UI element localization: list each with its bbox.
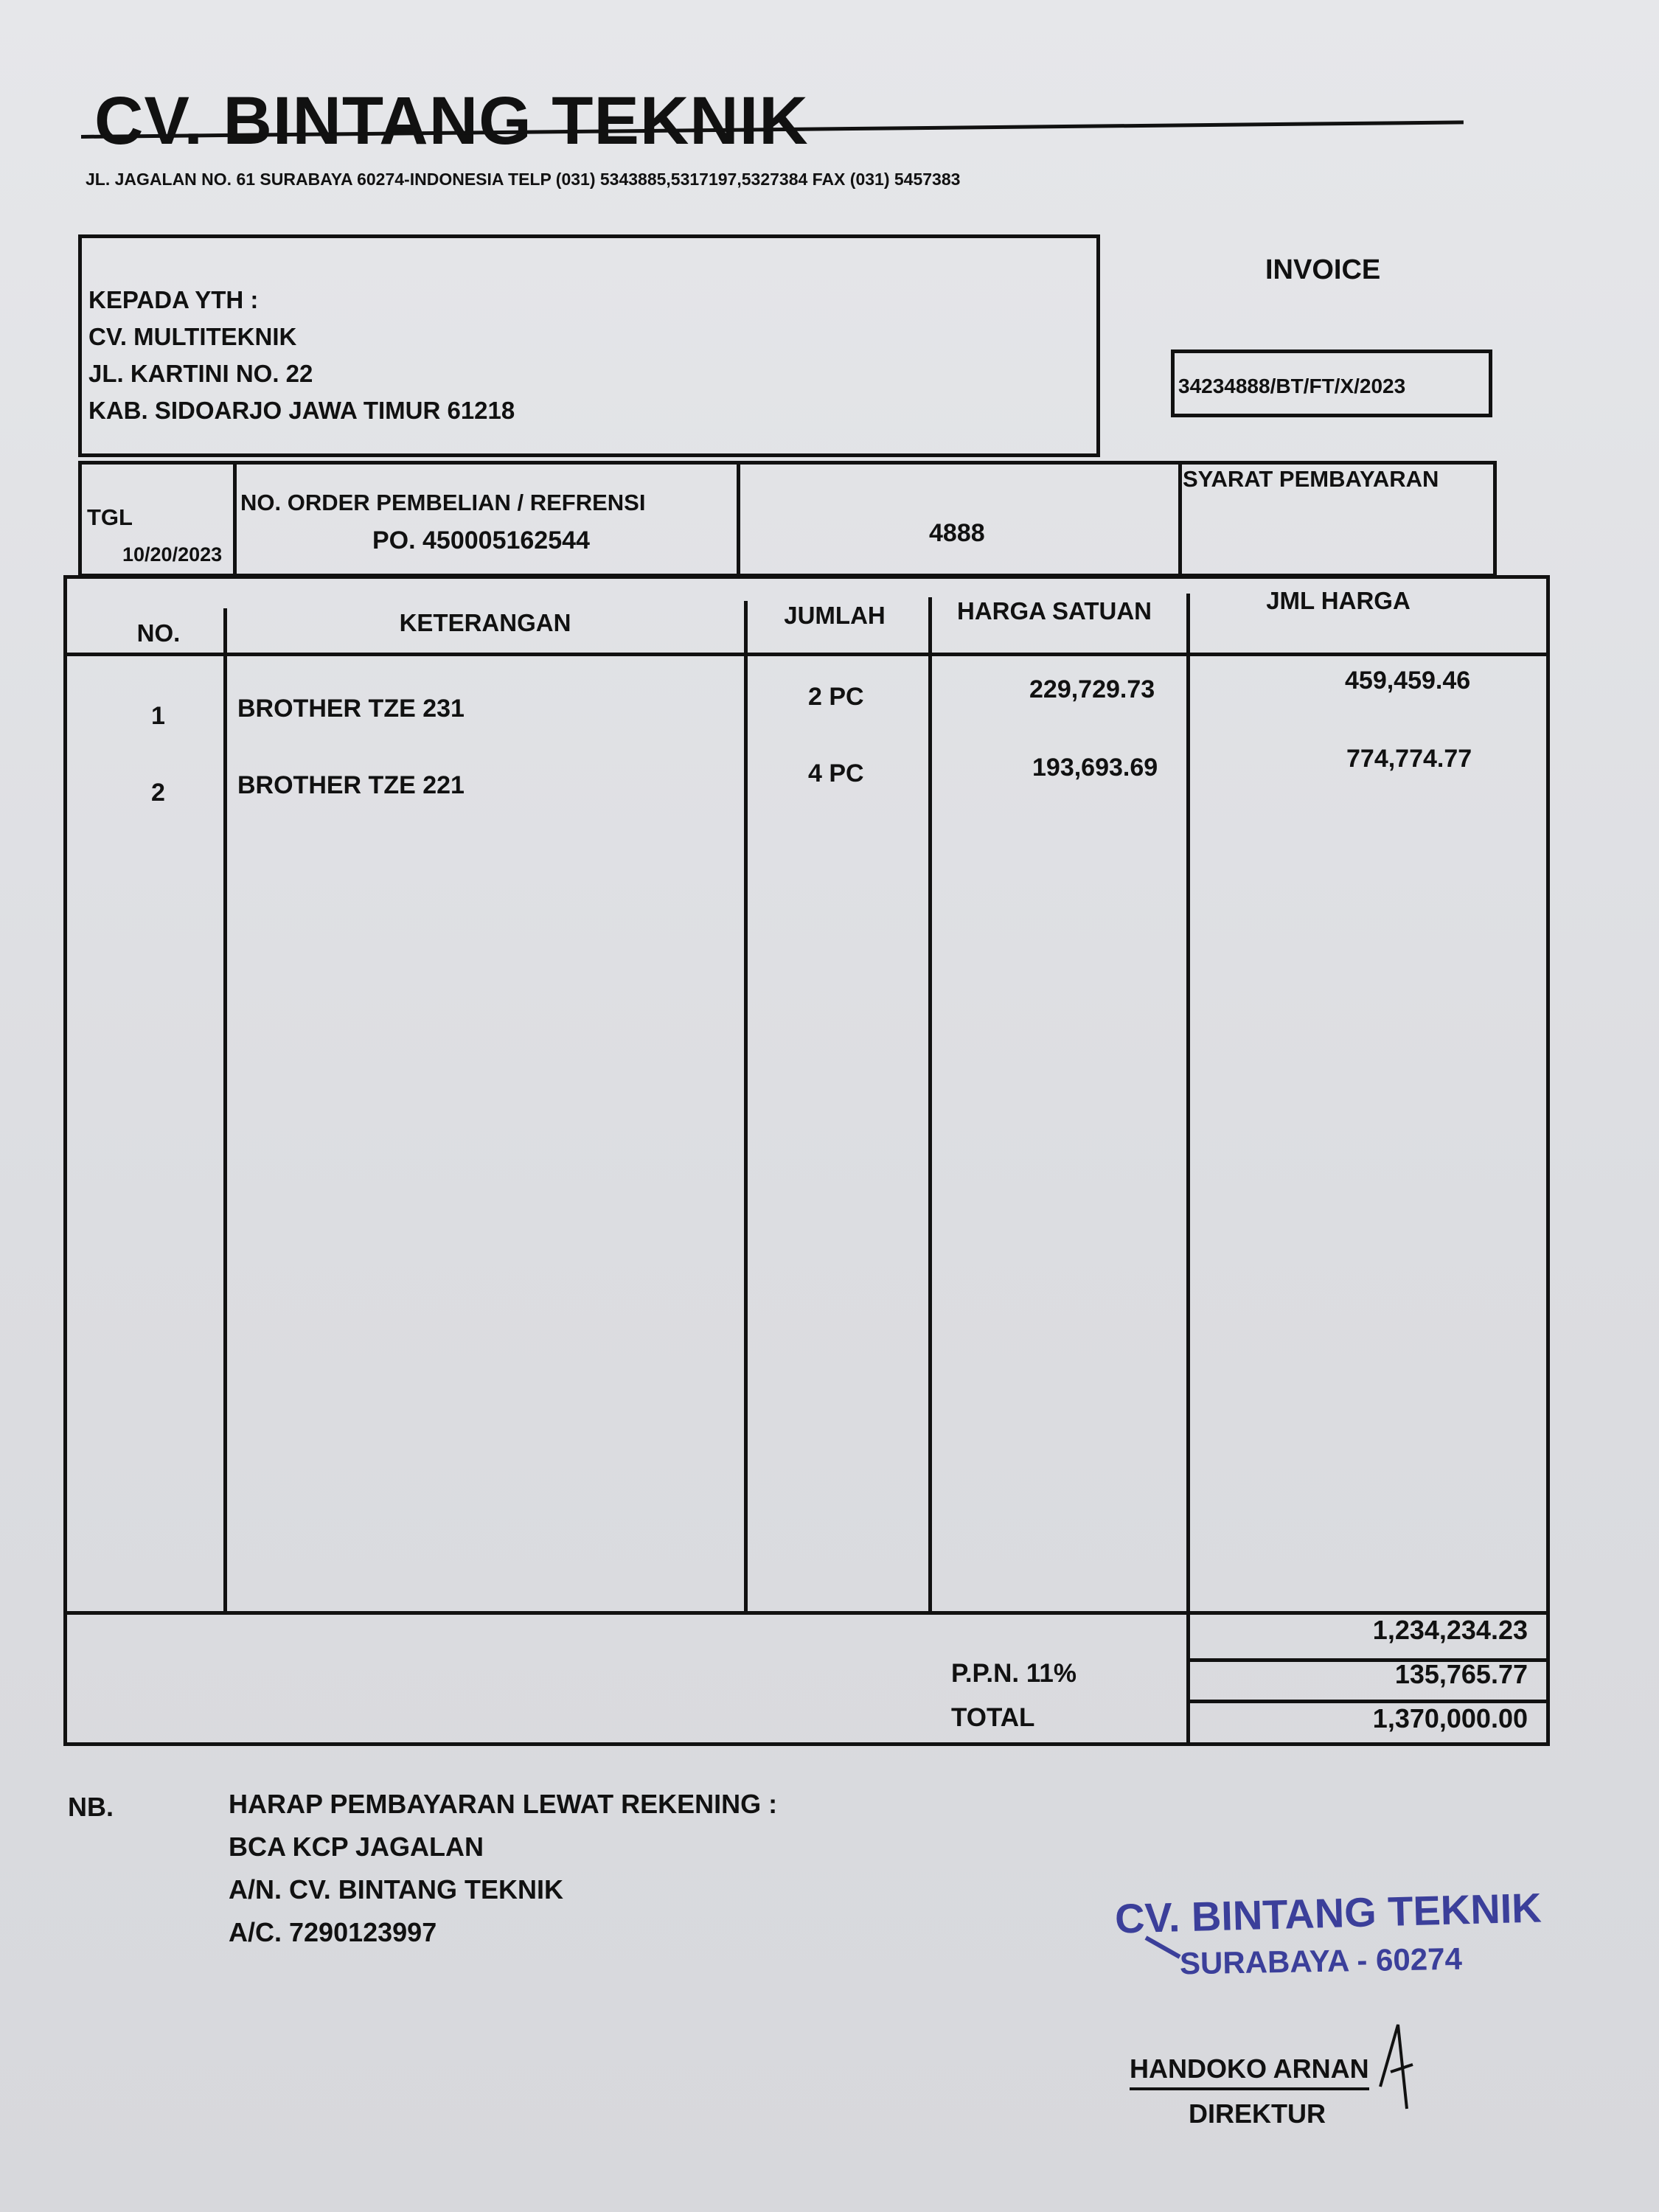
signatory-title: DIREKTUR xyxy=(1189,2098,1326,2129)
date-label: TGL xyxy=(87,504,133,530)
signatory-name: HANDOKO ARNAN xyxy=(1130,2053,1369,2090)
row-2-description: BROTHER TZE 221 xyxy=(237,771,465,799)
column-divider xyxy=(744,601,748,1613)
column-divider xyxy=(1186,594,1190,1744)
column-header-unit-price: HARGA SATUAN xyxy=(957,597,1152,625)
column-divider xyxy=(928,597,932,1613)
row-2-amount: 774,774.77 xyxy=(1346,745,1472,773)
column-header-no: NO. xyxy=(136,619,181,647)
column-divider xyxy=(223,608,227,1613)
company-name: CV. BINTANG TEKNIK xyxy=(94,83,809,159)
tax-label: P.P.N. 11% xyxy=(951,1659,1077,1688)
note-line-2: BCA KCP JAGALAN xyxy=(229,1832,484,1862)
subtotal-value: 1,234,234.23 xyxy=(1372,1615,1528,1645)
info-divider xyxy=(1178,465,1182,575)
column-header-quantity: JUMLAH xyxy=(784,602,886,629)
total-value: 1,370,000.00 xyxy=(1372,1703,1528,1733)
invoice-number: 34234888/BT/FT/X/2023 xyxy=(1178,375,1406,397)
row-2-quantity: 4 PC xyxy=(808,759,864,787)
row-2-no: 2 xyxy=(151,779,165,807)
recipient-label: KEPADA YTH : xyxy=(88,286,259,313)
order-value: PO. 450005162544 xyxy=(372,526,590,554)
note-line-3: A/N. CV. BINTANG TEKNIK xyxy=(229,1874,564,1905)
header-rule xyxy=(67,653,1546,656)
items-table xyxy=(63,575,1550,1746)
stamp-mark-icon xyxy=(1143,1932,1187,1961)
info-divider xyxy=(233,465,237,575)
signature-scribble-icon xyxy=(1376,2020,1420,2116)
tax-value: 135,765.77 xyxy=(1394,1659,1528,1689)
row-2-unit-price: 193,693.69 xyxy=(1032,754,1158,782)
payment-terms-label: SYARAT PEMBAYARAN xyxy=(1183,466,1439,492)
date-value: 10/20/2023 xyxy=(122,543,223,566)
note-line-1: HARAP PEMBAYARAN LEWAT REKENING : xyxy=(229,1789,778,1819)
row-1-quantity: 2 PC xyxy=(808,683,864,711)
row-1-amount: 459,459.46 xyxy=(1345,667,1471,695)
recipient-name: CV. MULTITEKNIK xyxy=(88,323,297,350)
company-address: JL. JAGALAN NO. 61 SURABAYA 60274-INDONESIA TELP (031) 5343885,5317197,5327384 FAX (031) 5457383 xyxy=(86,170,961,189)
total-label: TOTAL xyxy=(951,1703,1035,1732)
row-1-no: 1 xyxy=(151,702,165,730)
company-stamp: CV. BINTANG TEKNIK xyxy=(1114,1884,1543,1942)
row-1-unit-price: 229,729.73 xyxy=(1029,675,1155,703)
column-header-amount: JML HARGA xyxy=(1266,587,1411,614)
recipient-street: JL. KARTINI NO. 22 xyxy=(88,360,313,387)
reference-value: 4888 xyxy=(929,519,985,547)
recipient-city: KAB. SIDOARJO JAWA TIMUR 61218 xyxy=(88,397,515,424)
note-label: NB. xyxy=(68,1792,114,1822)
note-line-4: A/C. 7290123997 xyxy=(229,1917,437,1947)
column-header-description: KETERANGAN xyxy=(399,609,571,636)
row-1-description: BROTHER TZE 231 xyxy=(237,695,465,723)
stamp-city: SURABAYA - 60274 xyxy=(1179,1941,1463,1981)
invoice-title: INVOICE xyxy=(1265,254,1381,285)
info-divider xyxy=(737,465,740,575)
order-label: NO. ORDER PEMBELIAN / REFRENSI xyxy=(240,490,646,515)
